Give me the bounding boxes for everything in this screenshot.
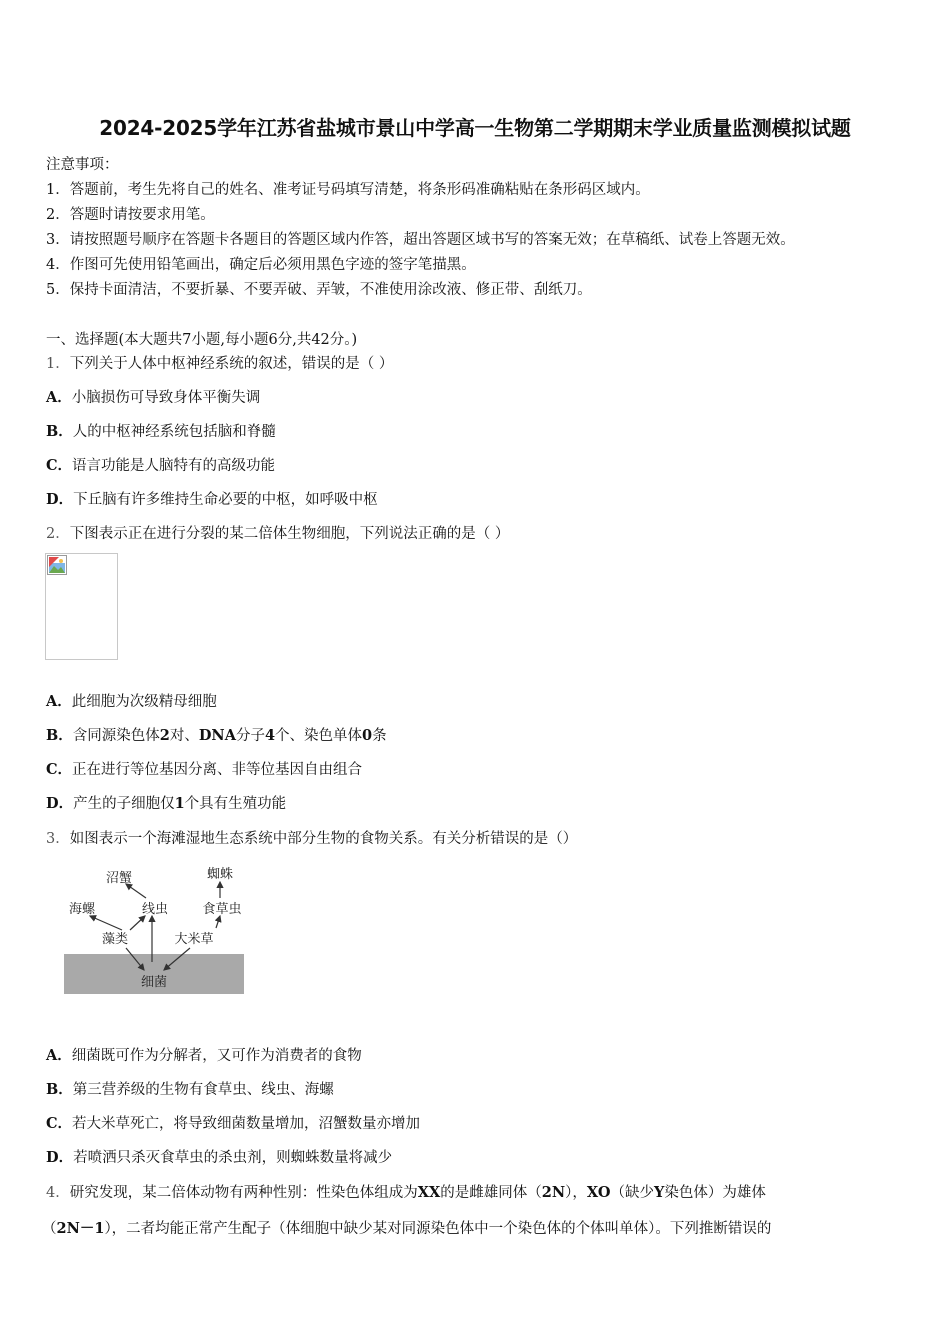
option-text: 个、染色单体	[275, 728, 363, 744]
option-number: 0	[362, 727, 373, 744]
option-text: 小脑损伤可导致身体平衡失调	[71, 390, 261, 406]
question-stem: 下列关于人体中枢神经系统的叙述，错误的是（ ）	[69, 356, 394, 372]
option-text: 语言功能是人脑特有的高级功能	[72, 458, 276, 474]
q1-option-d[interactable]	[46, 488, 378, 509]
option-text: 若大米草死亡，将导致细菌数量增加，沼蟹数量亦增加	[72, 1116, 421, 1132]
option-label: D．	[46, 491, 74, 508]
question-stem: 下图表示正在进行分裂的某二倍体生物细胞，下列说法正确的是（ ）	[69, 526, 510, 542]
node-algae: 藻类	[101, 932, 129, 947]
option-label: A．	[46, 1047, 72, 1064]
option-label: D．	[46, 795, 74, 812]
q2-option-d[interactable]	[46, 792, 286, 813]
question-number: 1．	[46, 356, 70, 372]
q3-option-c[interactable]	[46, 1112, 420, 1133]
q1-option-b[interactable]	[46, 420, 276, 441]
question-stem: 的是雌雄同体（	[440, 1185, 542, 1201]
option-text: 此细胞为次级精母细胞	[71, 694, 217, 710]
notice-item-5: 5．保持卡面清洁，不要折暴、不要弄破、弄皱，不准使用涂改液、修正带、刮纸刀。	[46, 282, 592, 298]
chromosome-term: XO	[586, 1184, 611, 1201]
option-text: 含同源染色体	[72, 728, 160, 744]
option-text: 分子	[235, 728, 265, 744]
q1-option-a[interactable]	[46, 386, 260, 407]
question-4	[46, 1181, 766, 1202]
chromosome-term: XX	[417, 1184, 441, 1201]
option-text: 对、	[169, 728, 199, 744]
node-cordgrass: 大米草	[174, 932, 214, 947]
arrow-cordgrass-to-herbivore	[216, 916, 220, 928]
question-1	[46, 352, 393, 373]
section-heading: 一、选择题(本大题共7小题,每小题6分,共42分。)	[46, 332, 358, 348]
arrow-algae-to-nematode	[130, 916, 145, 930]
notice-item-4: 4．作图可先使用铅笔画出，确定后必须用黑色字迹的签字笔描黑。	[46, 257, 476, 273]
q2-option-a[interactable]	[46, 690, 217, 711]
q3-option-b[interactable]	[46, 1078, 334, 1099]
option-label: A．	[46, 693, 72, 710]
q2-option-b[interactable]	[46, 724, 387, 745]
option-label: D．	[46, 1149, 74, 1166]
question-stem: 如图表示一个海滩湿地生态系统中部分生物的食物关系。有关分析错误的是（）	[69, 831, 578, 847]
cell-division-figure	[45, 553, 118, 660]
q1-option-c[interactable]	[46, 454, 275, 475]
question-stem: ），	[565, 1185, 587, 1201]
q3-option-d[interactable]	[46, 1146, 392, 1167]
option-text: 人的中枢神经系统包括脑和脊髓	[72, 424, 276, 440]
option-term: DNA	[198, 727, 236, 744]
notice-item-1: 1．答题前，考生先将自己的姓名、准考证号码填写清楚，将条形码准确粘贴在条形码区域内。	[46, 182, 650, 198]
question-number: 4．	[46, 1185, 70, 1201]
question-3	[46, 827, 577, 848]
option-text: 个具有生殖功能	[184, 796, 287, 812]
question-2	[46, 522, 509, 543]
question-number: 2．	[46, 526, 70, 542]
option-number: 1	[174, 795, 185, 812]
question-4-line-2	[42, 1217, 771, 1238]
option-label: B．	[46, 727, 73, 744]
notice-item-3: 3．请按照题号顺序在答题卡各题目的答题区域内作答，超出答题区域书写的答案无效；在草稿纸、试卷上答题无效。	[46, 232, 795, 248]
node-nematode: 线虫	[141, 902, 169, 917]
node-herbivorous-insect: 食草虫	[202, 902, 242, 917]
option-text: 细菌既可作为分解者，又可作为消费者的食物	[71, 1048, 362, 1064]
option-text: 第三营养级的生物有食草虫、线虫、海螺	[72, 1082, 334, 1098]
question-stem: ），二者均能正常产生配子（体细胞中缺少某对同源染色体中一个染色体的个体叫单体）。下列推断错误的	[104, 1221, 772, 1237]
broken-image-icon	[47, 555, 67, 575]
option-number: 4	[264, 727, 276, 744]
option-label: B．	[46, 1081, 73, 1098]
question-stem: 染色体）为雄体	[664, 1185, 766, 1201]
arrow-algae-to-snail	[90, 916, 122, 930]
node-crab: 沼蟹	[105, 871, 133, 886]
node-spider: 蜘蛛	[206, 867, 234, 882]
food-web-diagram	[60, 862, 250, 998]
option-text: 产生的子细胞仅	[73, 796, 175, 812]
notice-item-2: 2．答题时请按要求用笔。	[46, 207, 215, 223]
notice-heading: 注意事项：	[46, 157, 119, 173]
option-text: 正在进行等位基因分离、非等位基因自由组合	[72, 762, 363, 778]
option-label: C．	[46, 1115, 73, 1132]
option-text: 下丘脑有许多维持生命必要的中枢，如呼吸中枢	[73, 492, 378, 508]
question-stem: 研究发现，某二倍体动物有两种性别：性染色体组成为	[69, 1185, 418, 1201]
question-stem: （缺少	[610, 1185, 654, 1201]
node-bacteria: 细菌	[140, 975, 168, 990]
option-label: C．	[46, 457, 73, 474]
question-stem: （	[42, 1221, 57, 1237]
option-text: 条	[372, 728, 387, 744]
option-label: A．	[46, 389, 72, 406]
option-text: 若喷洒只杀灭食草虫的杀虫剂，则蜘蛛数量将减少	[73, 1150, 393, 1166]
q3-option-a[interactable]	[46, 1044, 362, 1065]
node-snail: 海螺	[68, 902, 96, 917]
option-label: B．	[46, 423, 73, 440]
arrow-nematode-to-crab	[126, 884, 146, 898]
chromosome-term: 2N	[541, 1184, 566, 1201]
option-label: C．	[46, 761, 73, 778]
chromosome-term: 2N－1	[56, 1220, 105, 1237]
option-number: 2	[159, 727, 170, 744]
question-number: 3．	[46, 831, 70, 847]
page-title: 2024-2025学年江苏省盐城市景山中学高一生物第二学期期末学业质量监测模拟试题	[99, 116, 851, 140]
chromosome-term: Y	[653, 1184, 665, 1201]
q2-option-c[interactable]	[46, 758, 362, 779]
